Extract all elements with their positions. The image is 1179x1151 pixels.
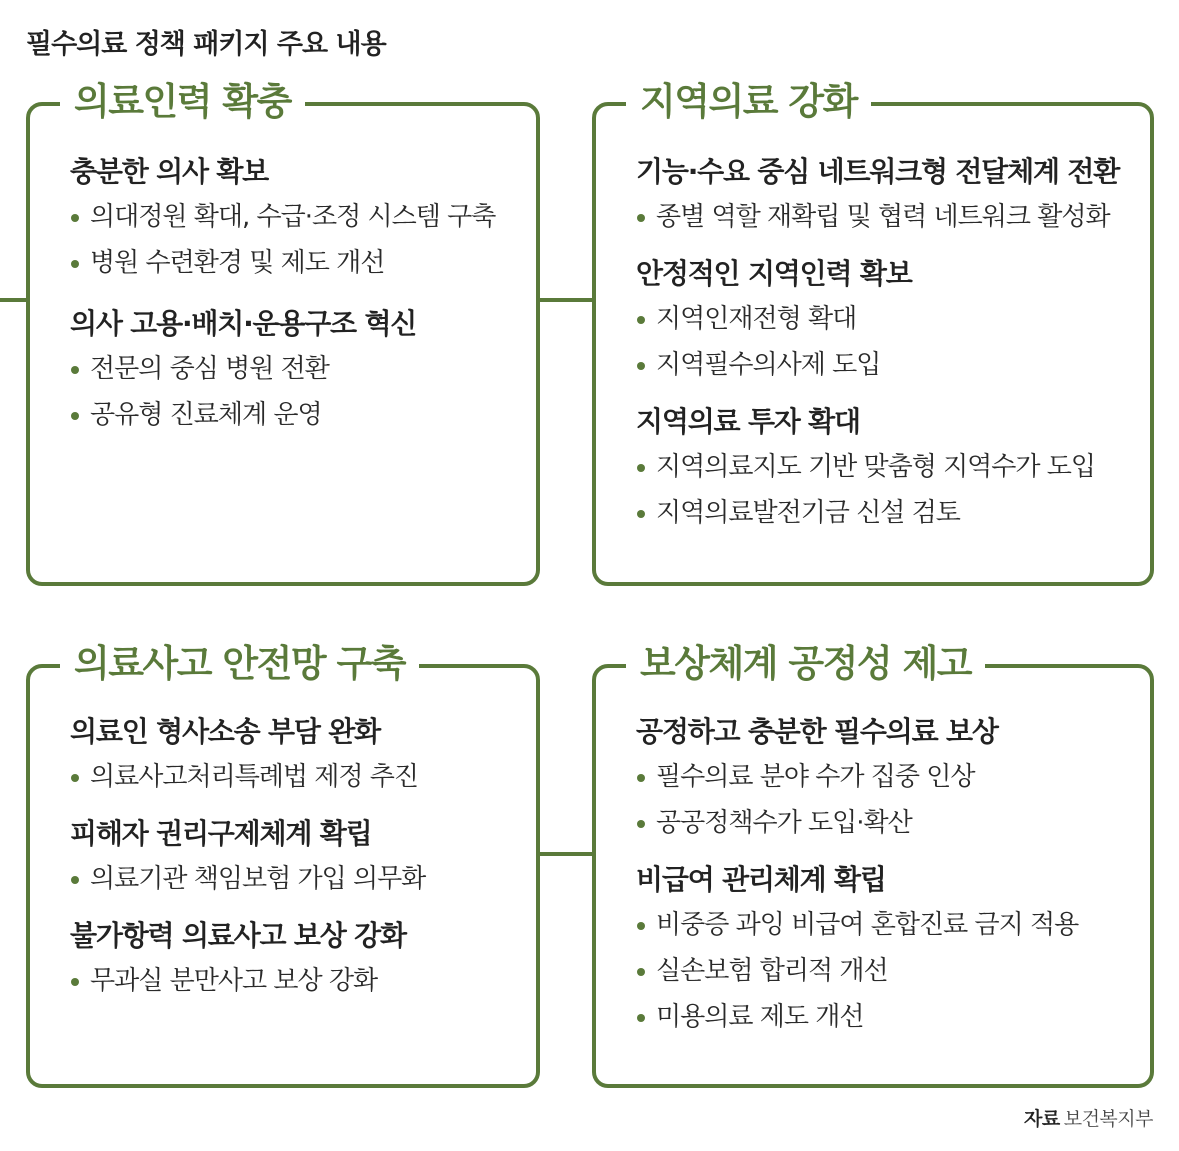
section-heading: 의사 고용·배치·운용구조 혁신	[70, 307, 417, 340]
list-item: 의료기관 책임보험 가입 의무화	[70, 856, 516, 902]
list-item: 무과실 분만사고 보상 강화	[70, 958, 516, 1004]
list-item: 지역의료발전기금 신설 검토	[636, 490, 1130, 536]
panel-title: 의료사고 안전망 구축	[60, 642, 419, 686]
section	[636, 152, 1130, 240]
list-item: 전문의 중심 병원 전환	[70, 346, 516, 392]
page-title: 필수의료 정책 패키지 주요 내용	[26, 29, 386, 60]
section	[70, 712, 516, 800]
connector-bottom	[538, 852, 592, 856]
list-item: 지역의료지도 기반 맞춤형 지역수가 도입	[636, 444, 1130, 490]
list-item: 지역인재전형 확대	[636, 296, 1130, 342]
panel-regional-healthcare	[592, 80, 1154, 586]
section-heading: 불가항력 의료사고 보상 강화	[70, 919, 406, 952]
list-item: 지역필수의사제 도입	[636, 342, 1130, 388]
section	[636, 712, 1130, 846]
list-item: 종별 역할 재확립 및 협력 네트워크 활성화	[636, 194, 1130, 240]
section	[70, 152, 516, 286]
section	[70, 814, 516, 902]
panel-medical-workforce	[26, 80, 540, 586]
section	[70, 304, 516, 438]
section-heading: 피해자 권리구제체계 확립	[70, 817, 372, 850]
panel-compensation-fairness	[592, 642, 1154, 1088]
section-heading: 안정적인 지역인력 확보	[636, 257, 912, 290]
section-heading: 비급여 관리체계 확립	[636, 863, 886, 896]
list-item: 병원 수련환경 및 제도 개선	[70, 240, 516, 286]
panel-title: 보상체계 공정성 제고	[626, 642, 985, 686]
panel-title: 의료인력 확충	[60, 80, 305, 124]
panel-medical-accident-safety-net	[26, 642, 540, 1088]
section-heading: 지역의료 투자 확대	[636, 405, 860, 438]
section	[636, 860, 1130, 1040]
connector-top	[538, 298, 592, 302]
source-value: 보건복지부	[1063, 1108, 1153, 1130]
section-heading: 충분한 의사 확보	[70, 155, 269, 188]
panel-title: 지역의료 강화	[626, 80, 871, 124]
list-item: 의대정원 확대, 수급·조정 시스템 구축	[70, 194, 516, 240]
section-heading: 공정하고 충분한 필수의료 보상	[636, 715, 998, 748]
list-item: 실손보험 합리적 개선	[636, 948, 1130, 994]
list-item: 의료사고처리특례법 제정 추진	[70, 754, 516, 800]
list-item: 미용의료 제도 개선	[636, 994, 1130, 1040]
list-item: 필수의료 분야 수가 집중 인상	[636, 754, 1130, 800]
source-credit	[1024, 1104, 1153, 1131]
list-item: 공유형 진료체계 운영	[70, 392, 516, 438]
section	[636, 402, 1130, 536]
connector-left-edge	[0, 298, 26, 302]
section-heading: 의료인 형사소송 부담 완화	[70, 715, 380, 748]
source-label: 자료	[1024, 1108, 1060, 1130]
section	[636, 254, 1130, 388]
section-heading: 기능·수요 중심 네트워크형 전달체계 전환	[636, 155, 1120, 188]
list-item: 비중증 과잉 비급여 혼합진료 금지 적용	[636, 902, 1130, 948]
section	[70, 916, 516, 1004]
list-item: 공공정책수가 도입·확산	[636, 800, 1130, 846]
